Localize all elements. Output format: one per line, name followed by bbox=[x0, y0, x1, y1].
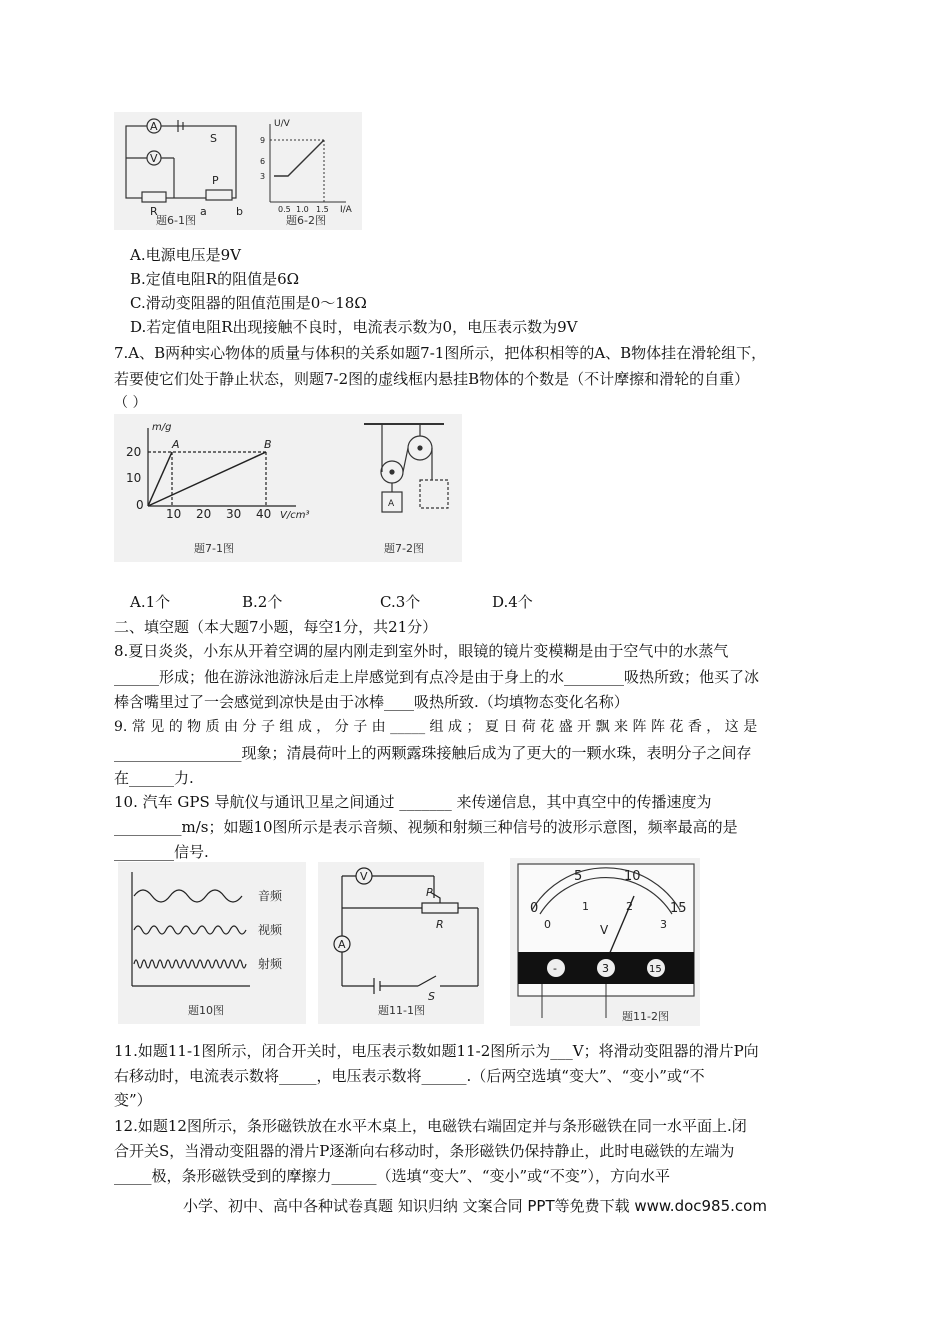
graph6-xtick: 1.0 bbox=[296, 205, 309, 214]
bottom-scale-0: 0 bbox=[544, 918, 551, 931]
q7-stem-line3: （ ） bbox=[114, 395, 147, 411]
fig11-slider-label: P bbox=[426, 886, 433, 899]
q9-line3: 在______力. bbox=[114, 769, 194, 787]
audio-wave bbox=[134, 890, 242, 902]
line-a-label: A bbox=[172, 438, 180, 451]
q11-line2: 右移动时，电流表示数将_____，电压表示数将______.（后两空选填“变大”、“变小”或“不 bbox=[114, 1067, 705, 1085]
figure-10 bbox=[118, 862, 306, 1024]
q6-option-a: A.电源电压是9V bbox=[130, 246, 241, 264]
terminal-neg: - bbox=[553, 962, 557, 975]
fig11-voltmeter-label: V bbox=[360, 870, 368, 883]
figure-6 bbox=[114, 112, 362, 230]
bottom-scale-1: 1 bbox=[582, 900, 589, 913]
audio-label: 音频 bbox=[258, 889, 283, 903]
fig11-ammeter-label: A bbox=[338, 938, 346, 951]
graph7-xtick: 40 bbox=[256, 507, 272, 521]
top-scale-10: 10 bbox=[624, 869, 641, 884]
terminal-15: 15 bbox=[649, 964, 662, 975]
figure-11-2-svg bbox=[510, 858, 700, 1026]
q11-line3: 变”） bbox=[114, 1091, 152, 1109]
q7-option-a: A.1个 bbox=[130, 593, 171, 611]
graph6-ytick: 9 bbox=[260, 136, 266, 145]
figure-6-svg bbox=[114, 112, 362, 230]
figure-10-svg bbox=[118, 862, 306, 1024]
switch-label: S bbox=[210, 132, 217, 145]
video-wave bbox=[134, 926, 246, 934]
pulley-box-label: A bbox=[388, 499, 395, 509]
q12-line3: _____极，条形磁铁受到的摩擦力______（选填“变大”、“变小”或“不变”），方向水平 bbox=[114, 1167, 671, 1185]
graph7-ytick: 10 bbox=[126, 471, 142, 485]
q10-line1: 10. 汽车 GPS 导航仪与通讯卫星之间通过 _______ 来传递信息，其中真空中的传播速度为 bbox=[114, 793, 712, 811]
graph6-xtick: 0.5 bbox=[278, 205, 291, 214]
q7-option-b: B.2个 bbox=[242, 593, 283, 611]
q6-option-b: B.定值电阻R的阻值是6Ω bbox=[130, 270, 300, 288]
figure-11-1 bbox=[318, 862, 484, 1024]
top-scale-0: 0 bbox=[530, 901, 539, 916]
bottom-scale-3: 3 bbox=[660, 918, 667, 931]
fig11-resistor-label: R bbox=[436, 918, 444, 931]
slider-label: P bbox=[212, 174, 219, 187]
end-b-label: b bbox=[236, 205, 243, 218]
q6-option-d: D.若定值电阻R出现接触不良时，电流表示数为0，电压表示数为9V bbox=[130, 318, 578, 336]
circuit-6-1 bbox=[126, 119, 236, 202]
fig11-switch-label: S bbox=[428, 990, 435, 1003]
top-scale-5: 5 bbox=[574, 869, 583, 884]
graph-6-2 bbox=[270, 124, 346, 202]
graph7-xlabel: V/cm³ bbox=[280, 510, 310, 521]
fig6-2-caption: 题6-2图 bbox=[286, 214, 326, 227]
q7-stem-line1: 7.A、B两种实心物体的质量与体积的关系如题7-1图所示，把体积相等的A、B物体挂在滑轮组下， bbox=[114, 344, 767, 362]
fig11-2-caption: 题11-2图 bbox=[622, 1010, 669, 1023]
graph6-xlabel: I/A bbox=[340, 205, 352, 215]
footer-ad: 小学、初中、高中各种试卷真题 知识归纳 文案合同 PPT等免费下载 www.doc985.com bbox=[183, 1197, 767, 1215]
graph6-ytick: 6 bbox=[260, 157, 266, 166]
graph-7-1 bbox=[148, 428, 296, 506]
graph7-xtick: 20 bbox=[196, 507, 212, 521]
graph7-xtick: 30 bbox=[226, 507, 242, 521]
q8-line3: 棒含嘴里过了一会感觉到凉快是由于冰棒____吸热所致.（均填物态变化名称） bbox=[114, 693, 629, 711]
q12-line1: 12.如题12图所示，条形磁铁放在水平木桌上，电磁铁右端固定并与条形磁铁在同一水平面上.闭 bbox=[114, 1117, 747, 1135]
radio-wave bbox=[134, 960, 246, 968]
bottom-scale-2: 2 bbox=[626, 900, 633, 913]
figure-7 bbox=[114, 414, 462, 562]
graph7-ytick: 20 bbox=[126, 445, 142, 459]
q10-line2: _________m/s；如题10图所示是表示音频、视频和射频三种信号的波形示意图，频率最高的是 bbox=[114, 818, 738, 836]
q10-line3: ________信号. bbox=[114, 843, 209, 861]
q9-line1: 9. 常 见 的 物 质 由 分 子 组 成 ， 分 子 由 _____ 组 成 ； 夏 日 荷 花 盛 开 飘 来 阵 阵 花 香 ， 这 是 bbox=[114, 719, 758, 735]
graph7-xtick: 10 bbox=[166, 507, 182, 521]
q7-stem-line2: 若要使它们处于静止状态，则题7-2图的虚线框内悬挂B物体的个数是（不计摩擦和滑轮的自重） bbox=[114, 370, 750, 388]
q6-option-c: C.滑动变阻器的阻值范围是0～18Ω bbox=[130, 294, 367, 312]
radio-label: 射频 bbox=[258, 957, 283, 971]
end-a-label: a bbox=[200, 205, 207, 218]
q7-option-c: C.3个 bbox=[380, 593, 421, 611]
resistor-label: R bbox=[150, 205, 158, 218]
terminal-3: 3 bbox=[602, 962, 609, 975]
fig10-caption: 题10图 bbox=[188, 1004, 224, 1017]
fig11-1-caption: 题11-1图 bbox=[378, 1004, 425, 1017]
voltmeter-label: V bbox=[150, 152, 158, 165]
figure-7-svg bbox=[114, 414, 462, 562]
video-label: 视频 bbox=[258, 923, 283, 937]
q11-line1: 11.如题11-1图所示，闭合开关时，电压表示数如题11-2图所示为___V；将滑动变阻器的滑片P向 bbox=[114, 1042, 759, 1060]
fig7-2-caption: 题7-2图 bbox=[384, 542, 424, 555]
meter-unit: V bbox=[600, 923, 609, 937]
graph7-ytick: 0 bbox=[136, 498, 144, 512]
fig6-1-caption: 题6-1图 bbox=[156, 214, 196, 227]
pulley-7-2 bbox=[364, 424, 448, 512]
ammeter-label: A bbox=[150, 120, 158, 133]
figure-11-1-svg bbox=[318, 862, 484, 1024]
section-2-heading: 二、填空题（本大题7小题，每空1分，共21分） bbox=[114, 618, 438, 636]
line-b-label: B bbox=[264, 438, 272, 451]
top-scale-15: 15 bbox=[670, 901, 687, 916]
graph6-ytick: 3 bbox=[260, 172, 266, 181]
graph6-ylabel: U/V bbox=[274, 119, 290, 129]
q12-line2: 合开关S，当滑动变阻器的滑片P逐渐向右移动时，条形磁铁仍保持静止，此时电磁铁的左端为 bbox=[114, 1142, 735, 1160]
fig7-1-caption: 题7-1图 bbox=[194, 542, 234, 555]
graph7-ylabel: m/g bbox=[152, 422, 172, 433]
graph6-xtick: 1.5 bbox=[316, 205, 329, 214]
figure-11-2 bbox=[510, 858, 700, 1026]
q9-line2: _________________现象；清晨荷叶上的两颗露珠接触后成为了更大的一颗水珠，表明分子之间存 bbox=[114, 744, 752, 762]
q7-option-d: D.4个 bbox=[492, 593, 533, 611]
q8-line1: 8.夏日炎炎，小东从开着空调的屋内刚走到室外时，眼镜的镜片变模糊是由于空气中的水蒸气 bbox=[114, 642, 729, 660]
q8-line2: ______形成；他在游泳池游泳后走上岸感觉到有点冷是由于身上的水________吸热所致；他买了冰 bbox=[114, 668, 760, 686]
